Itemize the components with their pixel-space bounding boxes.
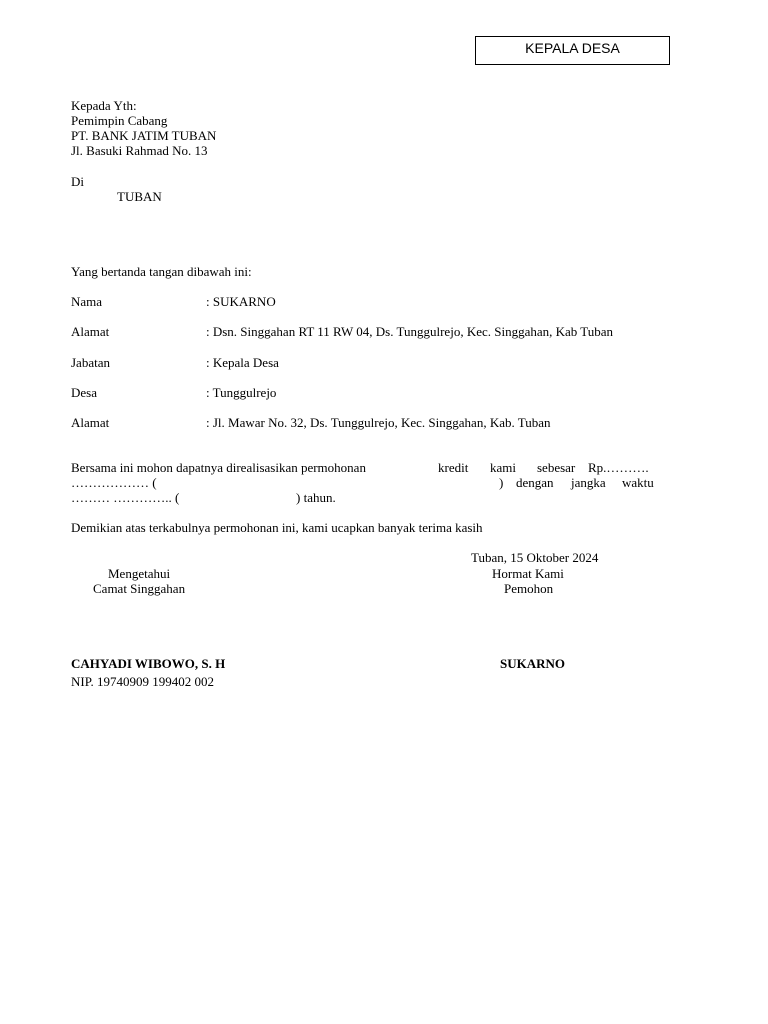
request-text: kami bbox=[490, 460, 516, 475]
request-duration: ) tahun. bbox=[296, 490, 336, 505]
right-sign-name: SUKARNO bbox=[500, 656, 566, 671]
recipient-position: Pemimpin Cabang bbox=[71, 113, 168, 128]
request-text: kredit bbox=[438, 460, 469, 475]
request-text: waktu bbox=[622, 475, 654, 490]
closing-text: Demikian atas terkabulnya permohonan ini, kami ucapkan banyak terima kasih bbox=[71, 520, 483, 535]
field-value: : Dsn. Singgahan RT 11 RW 04, Ds. Tunggulrejo, Kec. Singgahan, Kab Tuban bbox=[206, 324, 614, 339]
right-sign-title: Hormat Kami bbox=[492, 566, 564, 581]
recipient-di: Di bbox=[71, 174, 84, 189]
field-value: : SUKARNO bbox=[206, 294, 276, 309]
left-sign-office: Camat Singgahan bbox=[93, 581, 186, 596]
recipient-greeting: Kepada Yth: bbox=[71, 98, 137, 113]
left-sign-nip: NIP. 19740909 199402 002 bbox=[71, 674, 215, 689]
field-label: Nama bbox=[71, 294, 103, 309]
recipient-company: PT. BANK JATIM TUBAN bbox=[71, 128, 217, 143]
field-value: : Kepala Desa bbox=[206, 355, 279, 370]
left-sign-name: CAHYADI WIBOWO, S. H bbox=[71, 656, 226, 671]
right-sign-role: Pemohon bbox=[504, 581, 554, 596]
request-amount: Rp.………. bbox=[588, 460, 649, 475]
place-date: Tuban, 15 Oktober 2024 bbox=[471, 550, 599, 565]
field-label: Alamat bbox=[71, 415, 110, 430]
recipient-address: Jl. Basuki Rahmad No. 13 bbox=[71, 143, 208, 158]
field-value: : Jl. Mawar No. 32, Ds. Tunggulrejo, Kec. Singgahan, Kab. Tuban bbox=[206, 415, 551, 430]
field-label: Desa bbox=[71, 385, 97, 400]
field-label: Jabatan bbox=[71, 355, 110, 370]
request-text: sebesar bbox=[537, 460, 576, 475]
request-text: Bersama ini mohon dapatnya direalisasikan permohonan bbox=[71, 460, 366, 475]
field-label: Alamat bbox=[71, 324, 110, 339]
request-text: ……… ………….. ( bbox=[71, 490, 180, 505]
request-text: jangka bbox=[571, 475, 606, 490]
recipient-city: TUBAN bbox=[117, 189, 162, 204]
intro-text: Yang bertanda tangan dibawah ini: bbox=[71, 264, 252, 279]
request-text: dengan bbox=[516, 475, 554, 490]
header-badge: KEPALA DESA bbox=[475, 36, 670, 65]
left-sign-title: Mengetahui bbox=[108, 566, 171, 581]
request-text: ……………… ( bbox=[71, 475, 157, 490]
field-value: : Tunggulrejo bbox=[206, 385, 277, 400]
request-text: ) bbox=[499, 475, 504, 490]
